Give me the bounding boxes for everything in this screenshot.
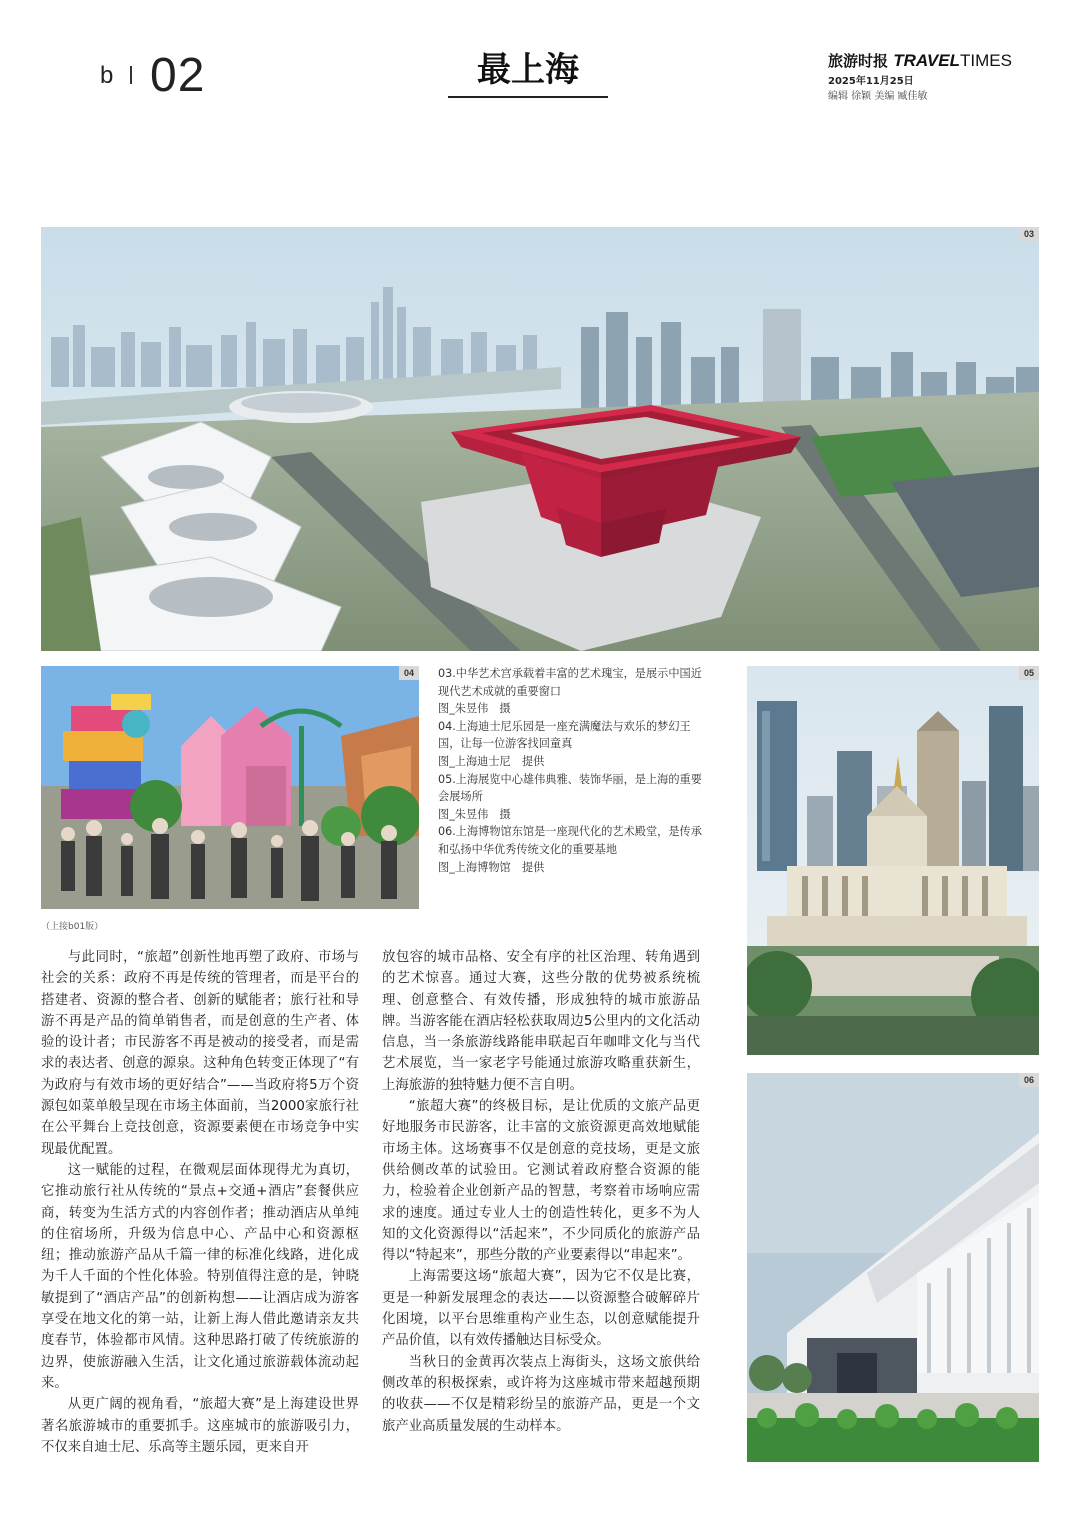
photo-captions	[438, 665, 708, 876]
photo-china-art-museum	[41, 227, 1039, 651]
article-column-2	[382, 947, 700, 1437]
photo-number-03: 03	[1019, 227, 1039, 241]
article-paragraph: 这一赋能的过程，在微观层面体现得尤为真切，它推动旅行社从传统的“景点+交通+酒店”套餐供应商，转变为生活方式的内容创作者；推动酒店从单纯的住宿场所，升级为信息中心、产品中心和资源枢纽；推动旅游产品从千篇一律的标准化线路，进化成为千人千面的个性化体验。特别值得注意的是，钟晓敏提到了“酒店产品”的创新构想——让酒店成为游客享受在地文化的第一站，让新上海人借此邀请亲友共度春节，体验都市风情。这种思路打破了传统旅游的边界，使旅游融入生活，让文化通过旅游载体流动起来。	[41, 1162, 359, 1391]
section-letter: b	[100, 62, 114, 89]
title-underline	[448, 96, 608, 98]
caption-06-credit: 图_上海博物馆 提供	[438, 860, 545, 874]
caption-04: 04.上海迪士尼乐园是一座充满魔法与欢乐的梦幻王国，让每一位游客找回童真	[438, 719, 691, 751]
photo-shanghai-disneyland	[41, 666, 419, 909]
header-separator	[130, 66, 132, 84]
article-paragraph-continued: 放包容的城市品格、安全有序的社区治理、转角遇到的艺术惊喜。通过大赛，这些分散的优势被系统梳理、创意整合、有效传播，形成独特的城市旅游品牌。当游客能在酒店轻松获取周边5公里内的文化活动信息，当一条旅游线路能串联起百年咖啡文化与当代艺术展览，当一家老字号能通过旅游攻略重获新生，上海旅游的独特魅力便不言自明。	[382, 950, 700, 1093]
article-paragraph: 与此同时，“旅超”创新性地再塑了政府、市场与社会的关系：政府不再是传统的管理者，而是平台的搭建者、资源的整合者、创新的赋能者；旅行社和导游不再是产品的简单销售者，而是创意的生产者、体验的设计者；市民游客不再是被动的接受者，而是需求的表达者、创意的源泉。这种角色转变正体现了“有为政府与有效市场的更好结合”——当政府将5万个资源包如菜单般呈现在市场主体面前，当2000家旅行社在公平舞台上竞技创意，资源要素便在市场竞争中实现最优配置。	[41, 950, 359, 1157]
issue-date: 2025年11月25日	[828, 76, 914, 87]
continued-from-note: （上接b01版）	[41, 922, 104, 932]
newspaper-name-en-bold: TRAVEL	[893, 51, 960, 70]
photo-number-06: 06	[1019, 1073, 1039, 1087]
article-paragraph: “旅超大赛”的终极目标，是让优质的文旅产品更好地服务市民游客，让丰富的文旅资源更高效地赋能市场主体。这场赛事不仅是创意的竞技场，更是文旅供给侧改革的试验田。它测试着政府整合资源的能力，检验着企业创新产品的智慧，考察着市场响应需求的速度。通过专业人士的创造性转化，更多不为人知的文化资源得以“活起来”，不少同质化的旅游产品得以“特起来”，那些分散的产业要素得以“串起来”。	[382, 1099, 700, 1264]
disneyland-illustration	[41, 666, 419, 909]
photo-shanghai-exhibition-center	[747, 666, 1039, 1055]
caption-04-credit: 图_上海迪士尼 提供	[438, 754, 545, 768]
china-art-museum-illustration	[41, 227, 1039, 651]
caption-03-credit: 图_朱昱伟 摄	[438, 702, 511, 716]
article-column-1	[41, 947, 359, 1458]
museum-east-illustration	[747, 1073, 1039, 1462]
editor-credit: 编辑 徐颖 美编 臧佳敏	[828, 91, 928, 102]
caption-05: 05.上海展览中心雄伟典雅、装饰华丽，是上海的重要会展场所	[438, 772, 702, 804]
column-title: 最上海	[477, 50, 579, 90]
article-paragraph: 从更广阔的视角看，“旅超大赛”是上海建设世界著名旅游城市的重要抓手。这座城市的旅游吸引力，不仅来自迪士尼、乐高等主题乐园，更来自开	[41, 1397, 359, 1455]
page-number: 02	[150, 49, 206, 102]
caption-05-credit: 图_朱昱伟 摄	[438, 807, 511, 821]
photo-shanghai-museum-east	[747, 1073, 1039, 1462]
newspaper-name-cn: 旅游时报	[828, 52, 889, 70]
newspaper-name-en-light: TIMES	[960, 51, 1012, 70]
exhibition-center-illustration	[747, 666, 1039, 1055]
photo-number-04: 04	[399, 666, 419, 680]
article-paragraph: 上海需要这场“旅超大赛”，因为它不仅是比赛，更是一种新发展理念的表达——以资源整合破解碎片化困境，以平台思维重构产业生态，以创意赋能提升产品价值，以有效传播触达目标受众。	[382, 1269, 700, 1349]
caption-06: 06.上海博物馆东馆是一座现代化的艺术殿堂，是传承和弘扬中华优秀传统文化的重要基地	[438, 825, 702, 856]
photo-number-05: 05	[1019, 666, 1039, 680]
article-paragraph: 当秋日的金黄再次装点上海街头，这场文旅供给侧改革的积极探索，或许将为这座城市带来超越预期的收获——不仅是精彩纷呈的旅游产品，更是一个文旅产业高质量发展的生动样本。	[382, 1354, 700, 1434]
caption-03: 03.中华艺术宫承载着丰富的艺术瑰宝，是展示中国近现代艺术成就的重要窗口	[438, 667, 702, 698]
newspaper-name	[828, 50, 1012, 71]
